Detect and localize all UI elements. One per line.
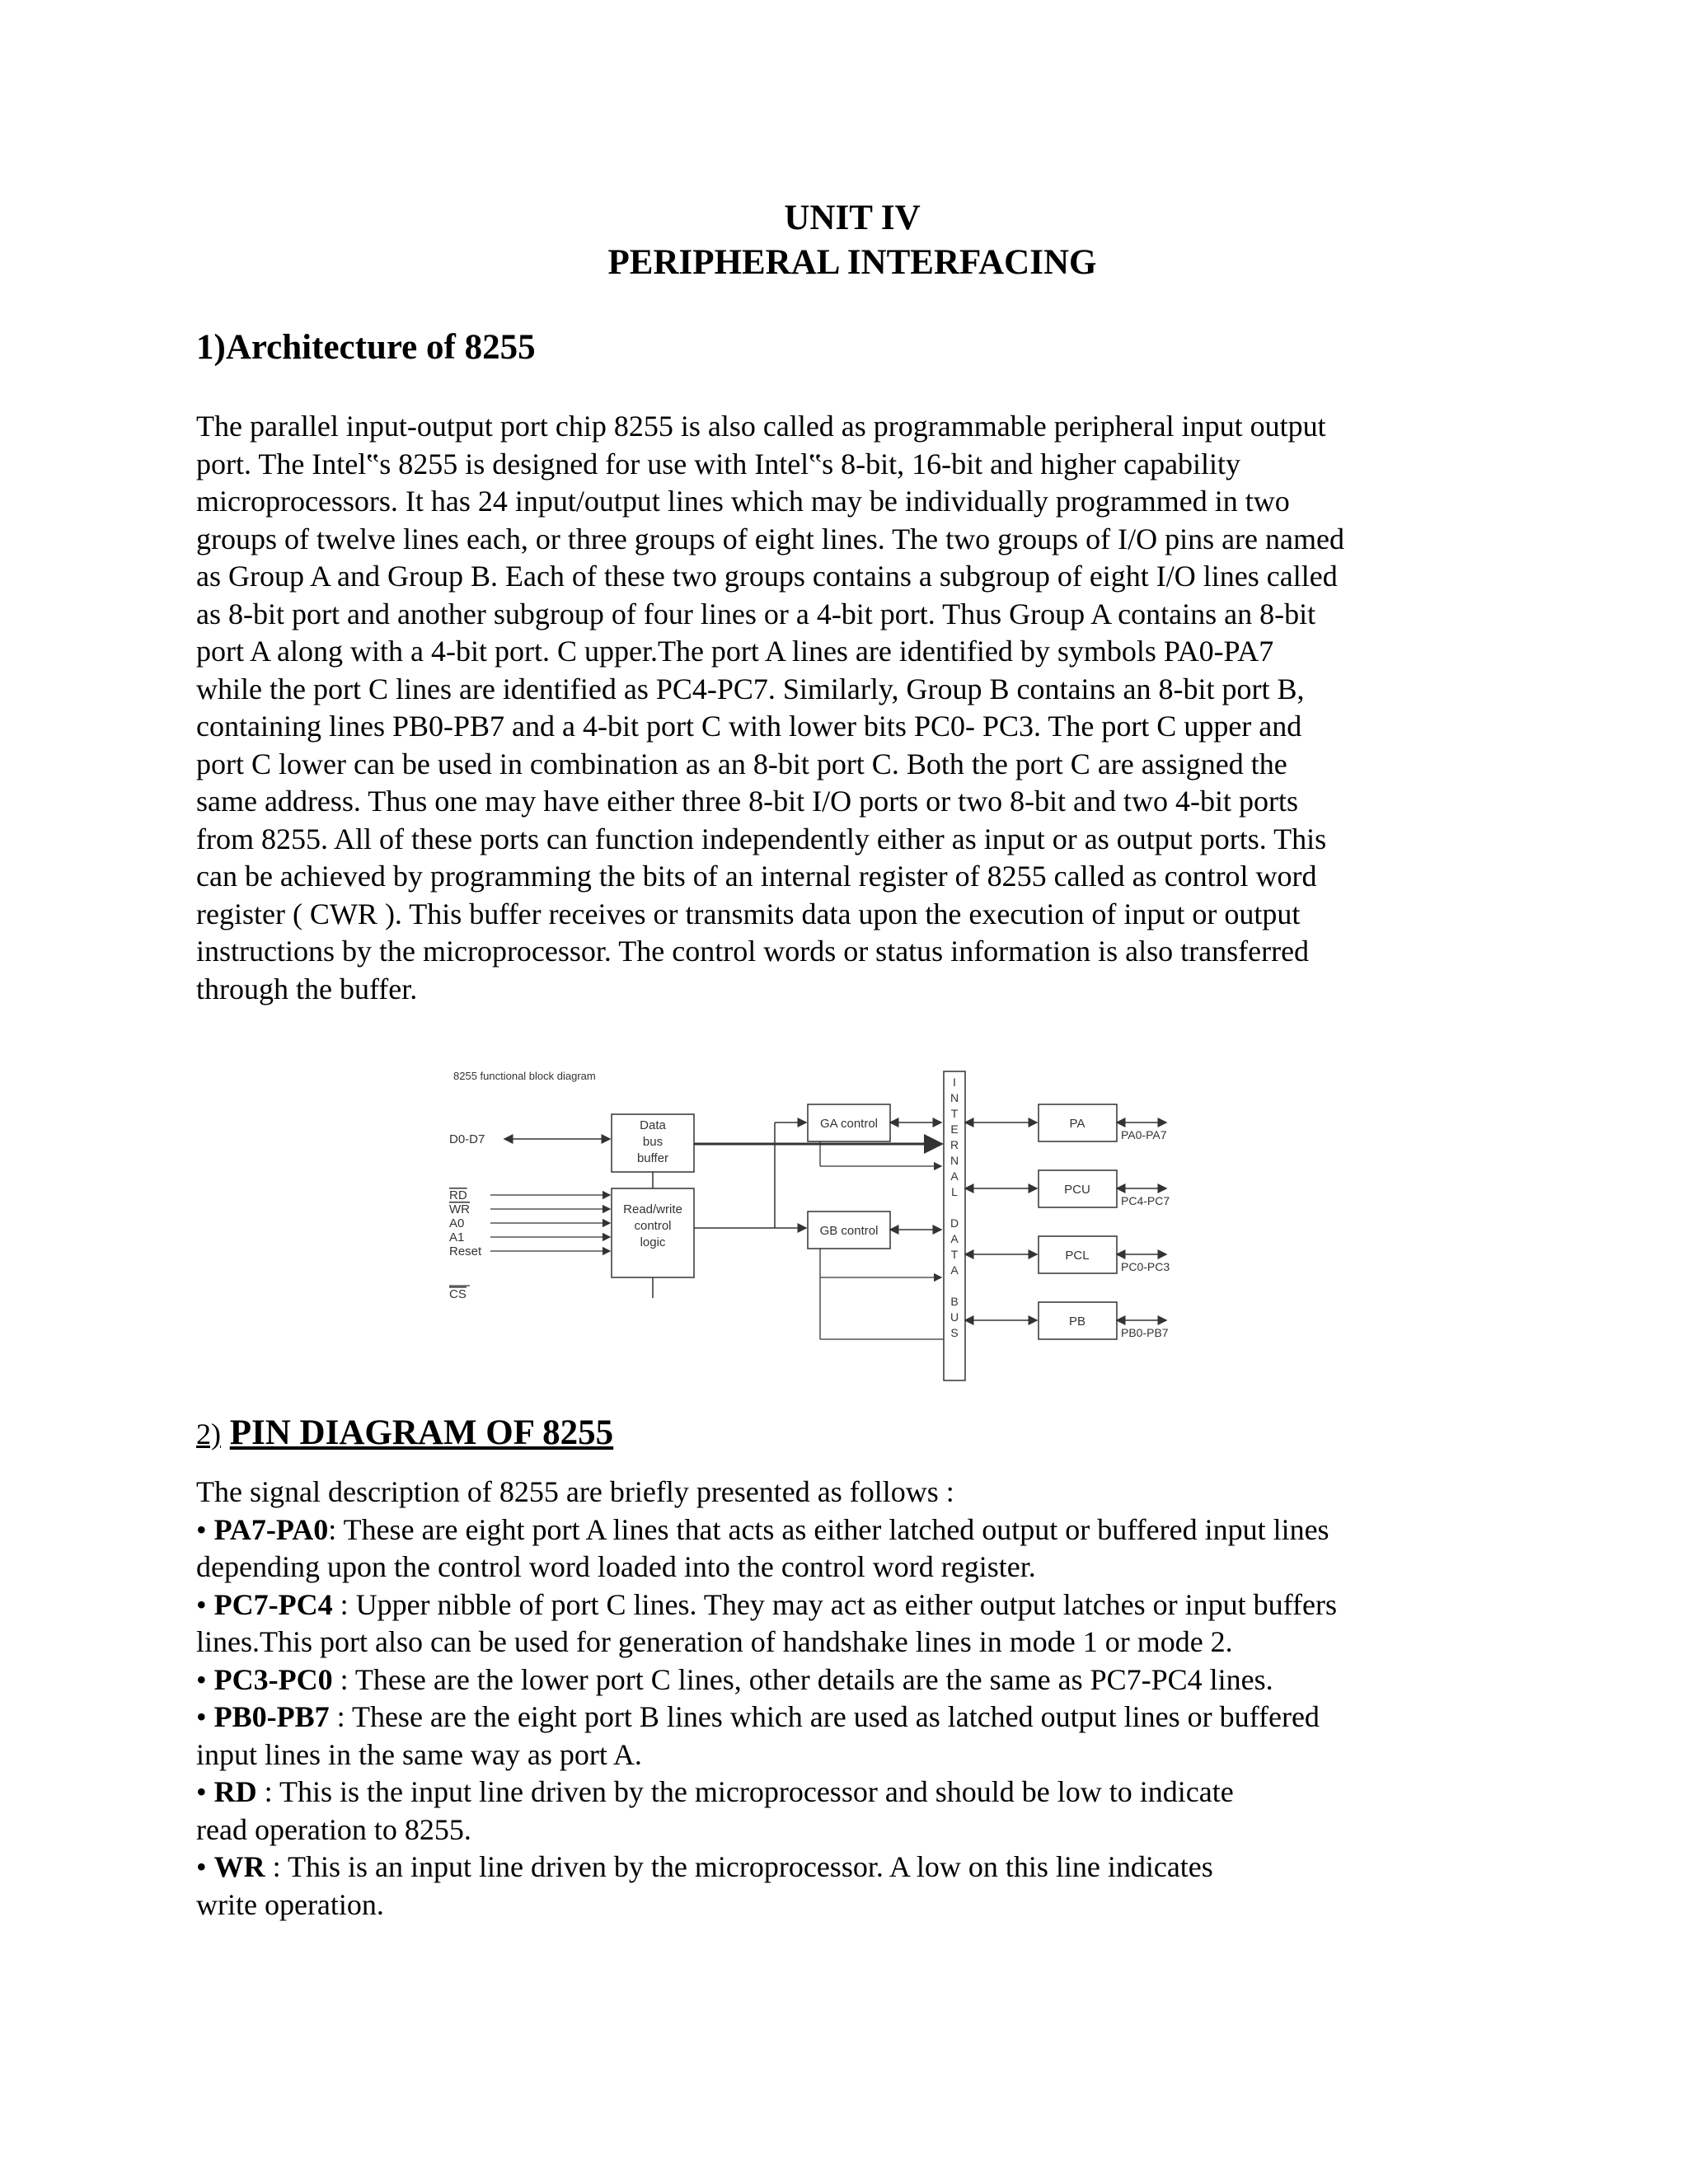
signal-text: : These are the lower port C lines, other details are the same as PC7-PC4 lines. <box>332 1662 1273 1696</box>
bullet: • <box>196 1850 207 1883</box>
section-1-paragraph <box>196 408 1498 1008</box>
signal-term: RD <box>213 1775 257 1808</box>
signal-text-cont: read operation to 8255. <box>196 1812 471 1846</box>
bus-letter: E <box>950 1122 959 1136</box>
signal-text: : This is the input line driven by the microprocessor and should be low to indicate <box>256 1775 1234 1808</box>
bus-letter: B <box>950 1295 959 1308</box>
signal-text-cont: input lines in the same way as port A. <box>196 1737 642 1771</box>
block-diagram-svg <box>429 1063 1220 1385</box>
data-bus-buffer-label: Data <box>640 1118 666 1132</box>
pcu-lines-label: PC4-PC7 <box>1121 1194 1170 1207</box>
bus-letter: S <box>950 1326 959 1339</box>
paragraph-line: while the port C lines are identified as PC4-PC7. Similarly, Group B contains an 8-bit port B, <box>196 672 1305 705</box>
bus-letter: U <box>950 1310 959 1324</box>
bus-letter: A <box>950 1232 959 1245</box>
paragraph-line: from 8255. All of these ports can function independently either as input or as output ports. This <box>196 822 1327 855</box>
paragraph-line: same address. Thus one may have either three 8-bit I/O ports or two 8-bit and two 4-bit ports <box>196 785 1299 818</box>
paragraph-line: instructions by the microprocessor. The control words or status information is also transferred <box>196 935 1310 968</box>
rd-label: RD <box>449 1188 467 1202</box>
wr-label: WR <box>449 1202 470 1216</box>
signal-item <box>196 1511 1498 1549</box>
paragraph-line: as Group A and Group B. Each of these two groups contains a subgroup of eight I/O lines called <box>196 560 1338 593</box>
cs-label: CS <box>449 1287 467 1301</box>
bus-letter: N <box>950 1154 959 1167</box>
signal-description-list <box>196 1474 1498 1924</box>
internal-bus-letters <box>950 1076 959 1339</box>
d0-d7-label: D0-D7 <box>449 1132 485 1146</box>
unit-subtitle: PERIPHERAL INTERFACING <box>607 243 1097 282</box>
bus-letter: A <box>950 1263 959 1277</box>
signal-text-cont: write operation. <box>196 1887 384 1921</box>
signal-text: : These are eight port A lines that acts as either latched output or buffered input lines <box>328 1512 1329 1546</box>
paragraph-line: port A along with a 4-bit port. C upper.The port A lines are identified by symbols PA0-PA7 <box>196 635 1274 668</box>
bus-letter: I <box>953 1076 956 1089</box>
paragraph-line: microprocessors. It has 24 input/output lines which may be individually programmed in two <box>196 485 1290 518</box>
signal-term: PA7-PA0 <box>213 1512 329 1546</box>
paragraph-line: through the buffer. <box>196 972 418 1005</box>
a0-label: A0 <box>449 1216 465 1230</box>
signal-item <box>196 1774 1498 1811</box>
pcl-lines-label: PC0-PC3 <box>1121 1260 1170 1273</box>
signal-text: : This is an input line driven by the microprocessor. A low on this line indicates <box>265 1850 1213 1883</box>
bullet: • <box>196 1775 207 1808</box>
unit-title: UNIT IV <box>784 199 921 237</box>
signal-text: : These are the eight port B lines which are used as latched output lines or buffered <box>329 1700 1320 1733</box>
signal-term: PC7-PC4 <box>213 1587 333 1621</box>
paragraph-line: port. The Intel‟s 8255 is designed for use with Intel‟s 8-bit, 16-bit and higher capability <box>196 447 1241 480</box>
signal-term: PB0-PB7 <box>213 1700 330 1733</box>
page-title <box>0 196 1688 285</box>
paragraph-line: The parallel input-output port chip 8255 is also called as programmable peripheral input output <box>196 410 1326 443</box>
a1-label: A1 <box>449 1230 465 1244</box>
section-2-title: PIN DIAGRAM OF 8255 <box>229 1413 614 1452</box>
paragraph-line: port C lower can be used in combination as an 8-bit port C. Both the port C are assigned the <box>196 747 1287 780</box>
section-2-number: 2) <box>196 1418 221 1451</box>
bullet: • <box>196 1700 207 1733</box>
port-pb-label: PB <box>1068 1315 1086 1329</box>
pa-lines-label: PA0-PA7 <box>1121 1128 1167 1141</box>
pb-lines-label: PB0-PB7 <box>1121 1326 1169 1339</box>
bullet: • <box>196 1512 207 1546</box>
paragraph-line: register ( CWR ). This buffer receives or transmits data upon the execution of input or output <box>196 897 1301 930</box>
bus-letter: L <box>951 1185 958 1198</box>
signal-item <box>196 1699 1498 1736</box>
bus-letter: T <box>950 1107 959 1120</box>
rw-logic-label: control <box>634 1219 672 1233</box>
paragraph-line: groups of twelve lines each, or three groups of eight lines. The two groups of I/O pins are named <box>196 522 1344 555</box>
rw-logic-label: Read/write <box>623 1202 682 1216</box>
port-pcl-label: PCL <box>1065 1249 1090 1263</box>
bullet: • <box>196 1587 207 1621</box>
signal-term: PC3-PC0 <box>213 1662 333 1696</box>
bus-letter: N <box>950 1091 959 1104</box>
bus-letter: D <box>950 1216 959 1230</box>
gb-control-label: GB control <box>819 1224 879 1238</box>
port-pa-label: PA <box>1069 1117 1085 1131</box>
data-bus-buffer-label: buffer <box>636 1151 669 1165</box>
port-pcu-label: PCU <box>1064 1183 1090 1197</box>
signal-term: WR <box>213 1850 265 1883</box>
signal-item <box>196 1661 1498 1699</box>
bus-letter: A <box>950 1169 959 1183</box>
section-2-heading <box>196 1411 613 1456</box>
paragraph-line: can be achieved by programming the bits of an internal register of 8255 called as control word <box>196 860 1317 893</box>
signal-text-cont: depending upon the control word loaded into the control word register. <box>196 1550 1036 1583</box>
bullet: • <box>196 1662 207 1696</box>
rw-logic-label: logic <box>640 1235 666 1249</box>
ga-control-label: GA control <box>819 1117 879 1131</box>
bus-letter: T <box>950 1248 959 1261</box>
signal-intro: The signal description of 8255 are briefly presented as follows : <box>196 1475 954 1508</box>
signal-text: : Upper nibble of port C lines. They may act as either output latches or input buffers <box>332 1587 1337 1621</box>
diagram-caption: 8255 functional block diagram <box>453 1070 596 1082</box>
paragraph-line: containing lines PB0-PB7 and a 4-bit port C with lower bits PC0- PC3. The port C upper and <box>196 710 1302 743</box>
reset-label: Reset <box>449 1244 482 1258</box>
signal-text-cont: lines.This port also can be used for generation of handshake lines in mode 1 or mode 2. <box>196 1625 1233 1658</box>
bus-letter: R <box>950 1138 959 1151</box>
signal-item <box>196 1849 1498 1886</box>
paragraph-line: as 8-bit port and another subgroup of four lines or a 4-bit port. Thus Group A contains an 8-bit <box>196 597 1316 630</box>
signal-item <box>196 1586 1498 1624</box>
block-diagram-8255 <box>429 1063 1220 1385</box>
section-1-heading: 1)Architecture of 8255 <box>196 328 536 367</box>
data-bus-buffer-label: bus <box>642 1135 663 1149</box>
